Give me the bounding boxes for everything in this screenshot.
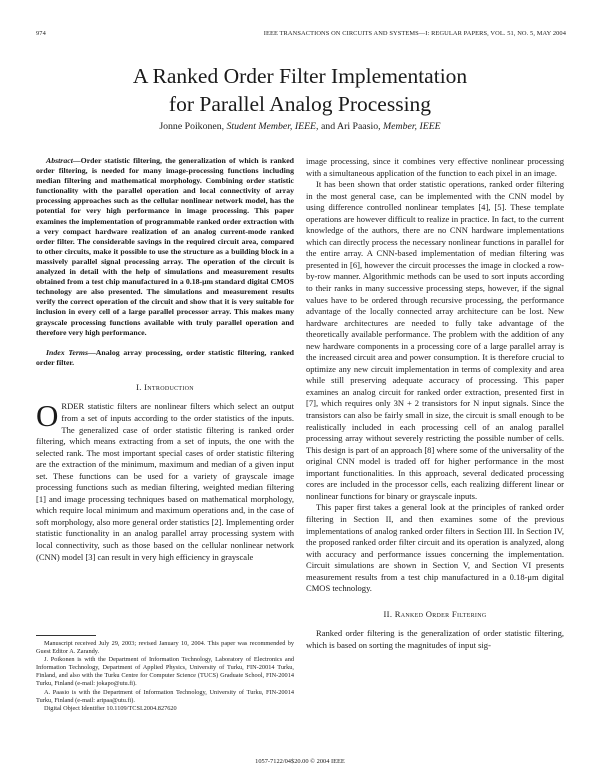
- section-number: I.: [136, 381, 142, 392]
- body-paragraph: Ranked order filtering is the generalization of order statistic filtering, which is based on sorting the magnitudes of input sig-: [306, 628, 564, 650]
- left-column: [36, 156, 294, 563]
- continued-paragraph: image processing, since it combines very effective nonlinear processing with a simultaneous application of the function to each pixel in an image.: [306, 156, 564, 178]
- footnote-rule: [36, 635, 96, 636]
- author-line: [0, 121, 600, 132]
- footnotes: [36, 635, 294, 713]
- paper-title: [0, 62, 600, 118]
- body-paragraph: This paper first takes a general look at the principles of ranked order filtering in Section II, and then examines some of the previous implementations of analog ranked order filters in Section III. In Section IV, the proposed ranked order filter circuit and its operation is analyzed, along with accuracy and performance issues concerning the implementation. Circuit simulations are shown in Section V, and Section VI presents measurement results from a test chip manufactured in a 0.18-μm digital CMOS technology.: [306, 502, 564, 594]
- section-heading-introduction: [36, 382, 294, 394]
- abstract-label: Abstract—: [46, 156, 81, 165]
- page-number: 974: [36, 30, 46, 37]
- body-paragraph: It has been shown that order statistic operations, ranked order filtering in the most general case, can be implemented with the CNN model by using difference controlled nonlinear templates [4], [5]. These template operations are however difficult to realize in practice. In fact, to the current knowledge of the authors, there are no CNN hardware implementations which can directly process the necessary nonlinear functions in parallel for the entire array. A CNN-based implementation of median filtering was presented in [6], however the circuit processes the image in clocked a row-by-row manner. Algorithmic methods can be used to sort inputs according to their ranks in many successive processing steps, however, if the signal values have to be ordered through recursive processing, the performance advantage of the locally connected array architecture can be lost. New hardware architectures are needed to fully take advantage of the theoretically available performance. The problem with the addition of any new hardware components in a processing core of a large parallel array is the increased circuit area and power consumption. It is therefore crucial to optimize any new circuit implementation in terms of complexity and area while still preserving adequate accuracy of processing. This paper examines an analog circuit for ranked order extraction, presented first in [7], which requires only 3N + 2 transistors for N input signals. Since the transistors can also be fairly small in size, the circuit is small enough to be realistically included in each processing cell of an analog parallel processing array without severely restricting the possible number of cells. This design is part of an approach [8] where some of the universality of the original CNN model is traded off for higher performance in the most important functionalities. In this approach, several dedicated processing cores are included in the processor cells, each realizing different linear or nonlinear functions for binary or grayscale inputs.: [306, 179, 564, 501]
- title-line-1: A Ranked Order Filter Implementation: [132, 64, 468, 88]
- section-heading-ranked-order: [306, 609, 564, 621]
- right-column: [306, 156, 564, 651]
- index-terms-label: Index Terms—: [46, 347, 96, 357]
- section-title: Ranked Order Filtering: [394, 608, 487, 619]
- footnote-received: Manuscript received July 29, 2003; revised January 10, 2004. This paper was recommended by Guest Editor A. Zarandy.: [36, 640, 294, 656]
- abstract: [36, 156, 294, 338]
- abstract-text: Order statistic filtering, the generalization of which is ranked order filtering, is needed for many image-processing functions including median filtering and mathematical morphology. Combining order statistic functionality with the parallel operation and local connectivity of array processing approaches such as the cellular nonlinear network model, has the potential for very high performance in image processing. This paper examines the implementation of programmable ranked order extraction with a very compact hardware realization of an analog current-mode ranked order filter. The considerable savings in the required circuit area, compared to other circuits, make it possible to use the structure as a building block in a massively parallel signal processing array. The operation of the circuit is analyzed in detail with the help of simulations and measurement results obtained from a test chip manufactured in a 0.18-μm standard digital CMOS technology are also presented. The simulations and measurement results verify the correct operation of the circuit and show that it is very suitable for inclusion in every cell of a large parallel processor array. This makes many grayscale processing functions available with truly parallel operation and therefore very high performance.: [36, 156, 294, 337]
- copyright-line: 1057-7122/04$20.00 © 2004 IEEE: [255, 758, 345, 765]
- section-number: II.: [383, 608, 393, 619]
- footnote-author-2: A. Paasio is with the Department of Information Technology, University of Turku, FIN-20014 Turku, Finland (e-mail: aripaa@utu.fi).: [36, 688, 294, 704]
- author-1: Jonne Poikonen,: [159, 121, 225, 132]
- footnote-author-1: J. Poikonen is with the Department of Information Technology, Laboratory of Electronics and Information Technology, Department of Applied Physics, University of Turku, FIN-20014 Turku, Finland, and also with the Turku Centre for Computer Science (TUCS) Graduate School, FIN-20014 Turku, Finland (e-mail: jokapo@utu.fi).: [36, 656, 294, 688]
- introduction-text: RDER statistic filters are nonlinear filters which select an output from a set of inputs according to the order statistics of the inputs. The generalized case of order statistic filtering is ranked order filtering, which means extracting from a set of inputs, the one with the selected rank. The most important special cases of order statistic filtering are the extraction of the minimum, maximum and median of a given input set. These functions can be used for a variety of grayscale image processing functions such as median filtering, weighted median filtering [1] and image processing techniques based on mathematical morphology, which require local minimum and maximum operations and, in the case of soft morphology, also more general order statistics [2]. Implementing order statistic functionality in an analog parallel array processing system with local connectivity, such as those based on the cellular nonlinear network (CNN) model [3] can result in very high efficiency in grayscale: [36, 401, 294, 562]
- index-terms: [36, 348, 294, 368]
- author-1-role: Student Member, IEEE,: [226, 121, 319, 132]
- author-conjunction: and Ari Paasio,: [320, 121, 381, 132]
- index-terms-text: Analog array processing, order statistic filtering, ranked order filter.: [36, 347, 295, 367]
- drop-cap: O: [36, 398, 59, 434]
- section-title: Introduction: [144, 381, 194, 392]
- running-header: IEEE TRANSACTIONS ON CIRCUITS AND SYSTEMS—I: REGULAR PAPERS, VOL. 51, NO. 5, MAY 2004: [263, 30, 566, 37]
- footnote-doi: Digital Object Identifier 10.1109/TCSI.2004.827620: [44, 704, 177, 712]
- title-line-2: for Parallel Analog Processing: [168, 92, 432, 116]
- author-2-role: Member, IEEE: [383, 121, 441, 132]
- introduction-paragraph: [36, 398, 294, 563]
